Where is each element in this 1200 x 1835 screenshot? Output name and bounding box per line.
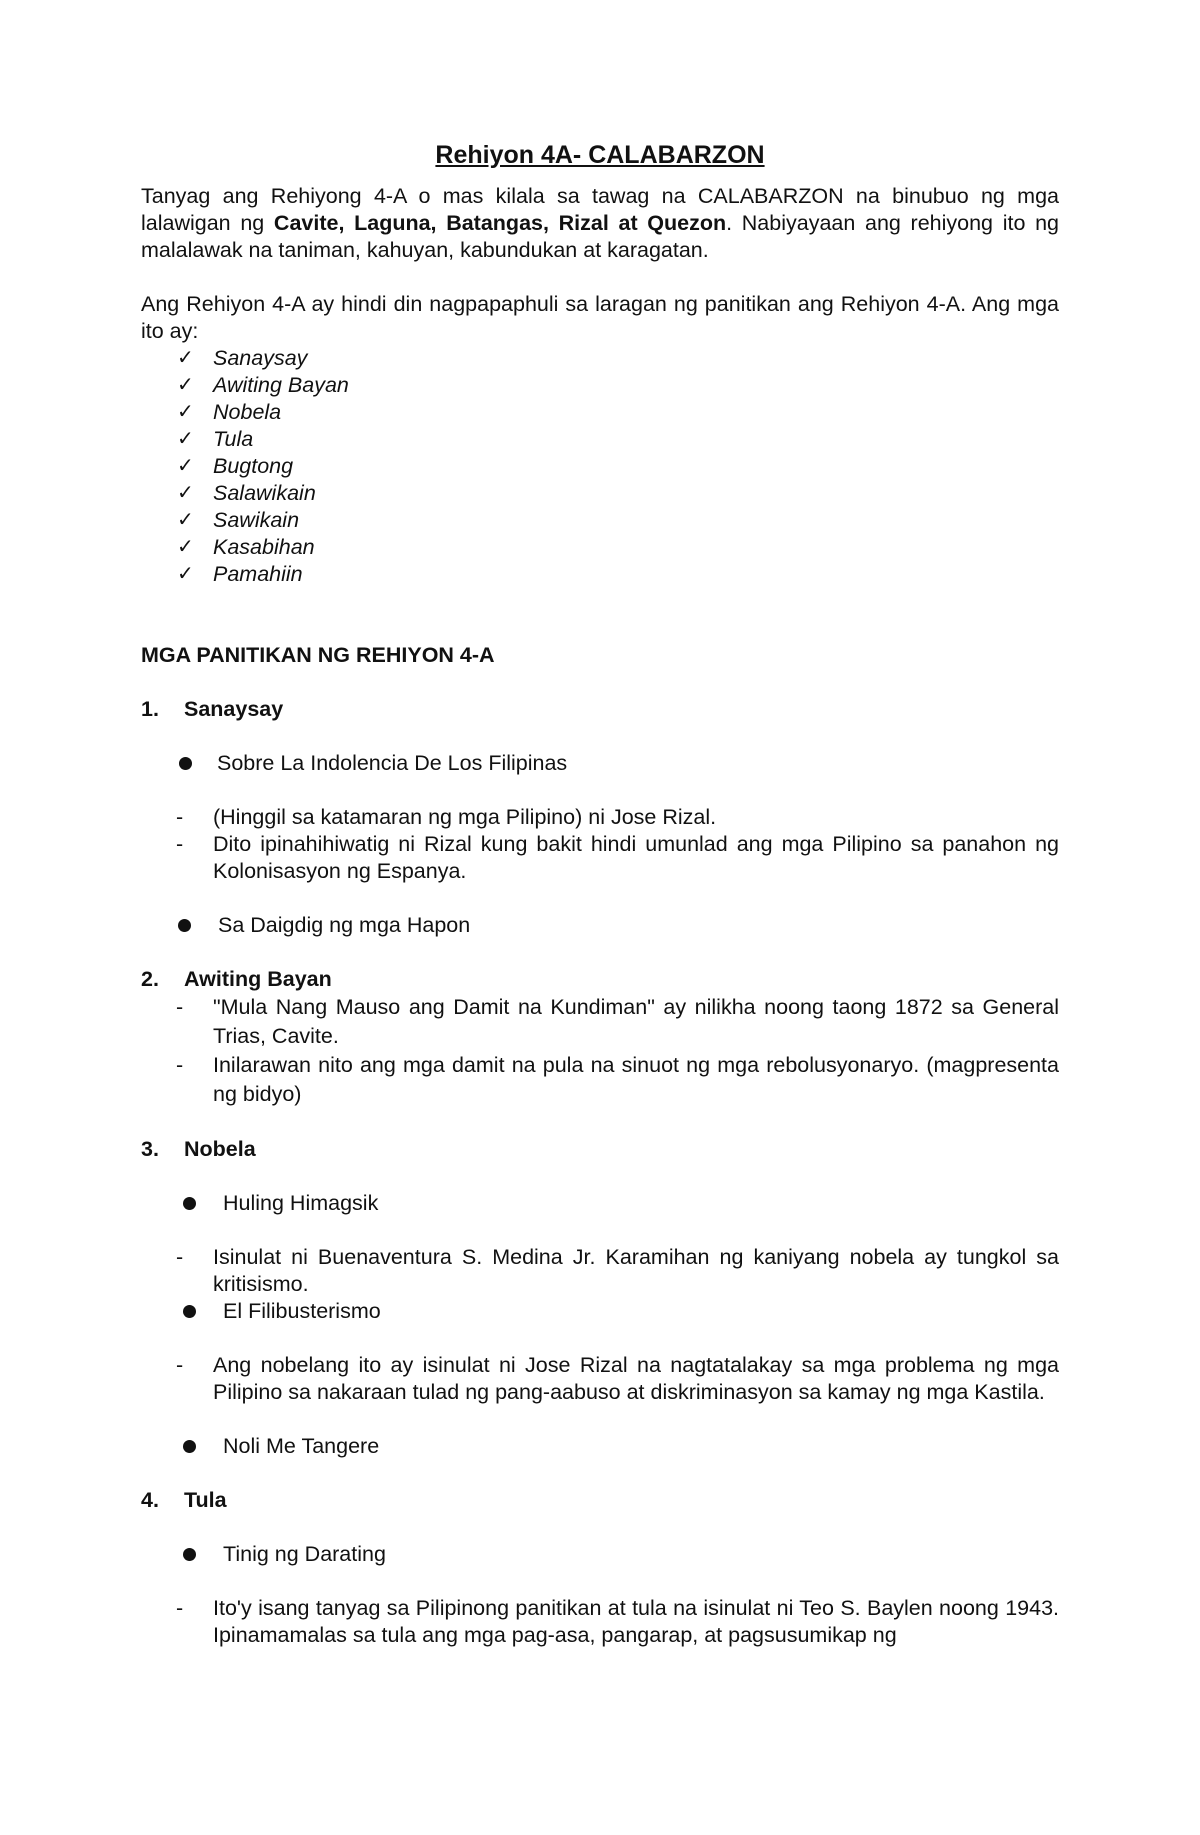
list-item <box>141 480 1059 507</box>
checkmark-icon: ✓ <box>177 401 194 423</box>
list-item <box>141 1595 1059 1649</box>
list-item <box>141 426 1059 453</box>
checkmark-icon: ✓ <box>177 347 194 369</box>
document-title: Rehiyon 4A- CALABARZON <box>435 141 765 169</box>
list-item <box>141 1190 1059 1217</box>
dash-icon: - <box>176 995 184 1019</box>
list-item <box>141 1244 1059 1298</box>
bullet-icon <box>183 1548 196 1561</box>
checkmark-icon: ✓ <box>177 455 194 477</box>
genre-checklist <box>141 345 1059 588</box>
list-item <box>141 1541 1059 1568</box>
work-title: El Filibusterismo <box>223 1299 381 1323</box>
list-item <box>141 1051 1059 1109</box>
dash-icon: - <box>176 1353 184 1377</box>
document-body <box>141 140 1059 1649</box>
intro-provinces: Cavite, Laguna, Batangas, Rizal at Quezon <box>273 211 727 235</box>
work-description: Ito'y isang tanyag sa Pilipinong panitikan at tula na isinulat ni Teo S. Baylen noong 1943. Ipinamamalas sa tula ang mga pag-asa, pangarap, at pagsusumikap ng <box>213 1596 1059 1647</box>
dash-icon: - <box>176 832 184 856</box>
work-description: Ang nobelang ito ay isinulat ni Jose Rizal na nagtatalakay sa mga problema ng mga Pilipino sa nakaraan tulad ng pang-aabuso at diskriminasyon sa kamay ng mga Kastila. <box>213 1353 1059 1404</box>
section-tula-heading <box>141 1487 1059 1514</box>
section-number: 1. <box>141 697 159 721</box>
literature-intro-paragraph: Ang Rehiyon 4-A ay hindi din nagpapaphuli sa laragan ng panitikan ang Rehiyon 4-A. Ang mga ito ay: <box>141 292 1059 343</box>
checkmark-icon: ✓ <box>177 428 194 450</box>
list-item <box>141 534 1059 561</box>
checkmark-icon: ✓ <box>177 509 194 531</box>
checkmark-icon: ✓ <box>177 536 194 558</box>
work-title: Noli Me Tangere <box>223 1434 380 1458</box>
checkmark-icon: ✓ <box>177 374 194 396</box>
list-item <box>141 1433 1059 1460</box>
work-description: Inilarawan nito ang mga damit na pula na sinuot ng mga rebolusyonaryo. (magpresenta ng bidyo) <box>213 1053 1059 1106</box>
intro-paragraph <box>141 183 1059 264</box>
section-heading: MGA PANITIKAN NG REHIYON 4-A <box>141 643 495 667</box>
bullet-icon <box>183 1440 196 1453</box>
list-item <box>141 453 1059 480</box>
section-number: 3. <box>141 1137 159 1161</box>
work-title: Sa Daigdig ng mga Hapon <box>218 913 471 937</box>
checkmark-icon: ✓ <box>177 482 194 504</box>
section-title: Nobela <box>184 1137 256 1161</box>
section-sanaysay-heading <box>141 696 1059 723</box>
list-item <box>141 750 1059 777</box>
section-nobela-heading <box>141 1136 1059 1163</box>
section-number: 4. <box>141 1488 159 1512</box>
bullet-icon <box>183 1305 196 1318</box>
list-item <box>141 804 1059 831</box>
work-description: Isinulat ni Buenaventura S. Medina Jr. Karamihan ng kaniyang nobela ay tungkol sa kritisismo. <box>213 1245 1059 1296</box>
dash-icon: - <box>176 1596 184 1620</box>
genre-label: Sawikain <box>213 508 300 532</box>
bullet-icon <box>179 757 192 770</box>
section-number: 2. <box>141 967 159 991</box>
genre-label: Pamahiin <box>213 562 303 586</box>
work-description: (Hinggil sa katamaran ng mga Pilipino) ni Jose Rizal. <box>213 805 717 829</box>
dash-icon: - <box>176 805 184 829</box>
intro-text-pre: Tanyag ang Rehiyong 4-A o mas kilala sa tawag na CALABARZON na binubuo ng mga lalawigan ng <box>141 184 1059 235</box>
section-awiting-bayan-heading <box>141 966 1059 993</box>
list-item <box>141 993 1059 1051</box>
genre-label: Kasabihan <box>213 535 315 559</box>
work-title: Tinig ng Darating <box>223 1542 386 1566</box>
list-item <box>141 399 1059 426</box>
work-description: "Mula Nang Mauso ang Damit na Kundiman" ay nilikha noong taong 1872 sa General Trias, Cavite. <box>213 995 1059 1048</box>
list-item <box>141 1298 1059 1325</box>
checkmark-icon: ✓ <box>177 563 194 585</box>
work-title: Sobre La Indolencia De Los Filipinas <box>217 751 568 775</box>
list-item <box>141 1352 1059 1406</box>
bullet-icon <box>178 919 191 932</box>
list-item <box>141 831 1059 885</box>
list-item <box>141 372 1059 399</box>
list-item <box>141 345 1059 372</box>
dash-icon: - <box>176 1245 184 1269</box>
genre-label: Bugtong <box>213 454 294 478</box>
intro-text-post: . Nabiyayaan ang rehiyong ito ng malalawak na taniman, kahuyan, kabundukan at karagatan. <box>141 211 1059 262</box>
genre-label: Awiting Bayan <box>213 373 349 397</box>
bullet-icon <box>183 1197 196 1210</box>
dash-icon: - <box>176 1053 184 1077</box>
genre-label: Sanaysay <box>213 346 308 370</box>
genre-label: Nobela <box>213 400 282 424</box>
genre-label: Tula <box>213 427 254 451</box>
section-title: Awiting Bayan <box>184 967 332 991</box>
genre-label: Salawikain <box>213 481 316 505</box>
work-description: Dito ipinahihiwatig ni Rizal kung bakit hindi umunlad ang mga Pilipino sa panahon ng Kolonisasyon ng Espanya. <box>213 832 1059 883</box>
list-item <box>141 561 1059 588</box>
list-item <box>141 912 1059 939</box>
list-item <box>141 507 1059 534</box>
work-title: Huling Himagsik <box>223 1191 379 1215</box>
section-title: Tula <box>184 1488 227 1512</box>
section-title: Sanaysay <box>184 697 284 721</box>
